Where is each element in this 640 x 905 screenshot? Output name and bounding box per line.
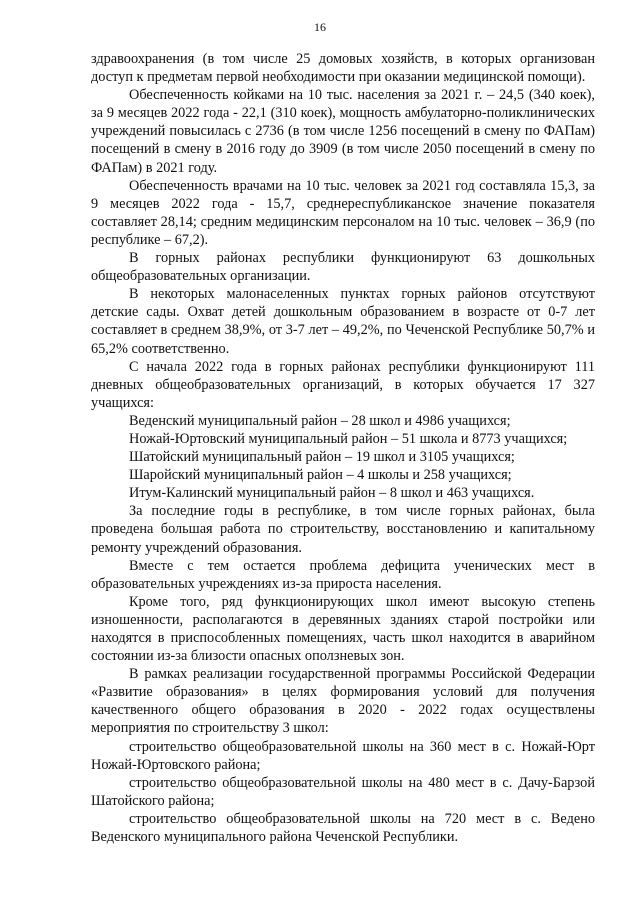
paragraph-construction-work: За последние годы в республике, в том числе горных районах, была проведена большая работа по строительству, восстановлению и капитальному ремонту учреждений образования. bbox=[91, 503, 595, 556]
paragraph-schools-count: С начала 2022 года в горных районах республики функционируют 111 дневных общеобразовательных организаций, в которых обучается 17 327 учащихся: bbox=[91, 358, 595, 411]
construction-list bbox=[91, 738, 595, 847]
paragraph-hospital-beds: Обеспеченность койками на 10 тыс. населения за 2021 г. – 24,5 (340 коек), за 9 месяцев 2022 года - 22,1 (310 коек), мощность амбулаторно-поликлинических учреждений повысилась с 2736 (в том числе 1256 посещений в смену по ФАПам) посещений в смену в 2016 году до 3909 (в том числе 2050 посещений в смену по ФАПам) в 2021 году. bbox=[91, 87, 595, 176]
construction-item-dachu-barzoi: строительство общеобразовательной школы на 480 мест в с. Дачу-Барзой Шатойского района; bbox=[91, 774, 595, 809]
district-item-vedeno: Веденский муниципальный район – 28 школ и 4986 учащихся; bbox=[129, 412, 511, 429]
district-item-sharoi: Шаройский муниципальный район – 4 школы и 258 учащихся; bbox=[129, 467, 512, 484]
district-item-nozhai-yurt: Ножай-Юртовский муниципальный район – 51 школа и 8773 учащихся; bbox=[129, 430, 568, 447]
paragraph-healthcare-continued: здравоохранения (в том числе 25 домовых хозяйств, в которых организован доступ к предметам первой необходимости при оказании медицинской помощи). bbox=[91, 51, 595, 86]
paragraph-kindergartens: В некоторых малонаселенных пунктах горных районов отсутствуют детские сады. Охват детей дошкольным образованием в возрасте от 0-7 лет составляет в среднем 38,9%, от 3-7 лет – 49,2%, по Чеченской Республике 50,7% и 65,2% соответственно. bbox=[91, 286, 595, 357]
document-body bbox=[91, 50, 595, 846]
district-item-itum-kali: Итум-Калинский муниципальный район – 8 школ и 463 учащихся. bbox=[129, 485, 535, 502]
paragraph-preschools: В горных районах республики функционируют 63 дошкольных общеобразовательных организации. bbox=[91, 250, 595, 285]
construction-item-vedeno: строительство общеобразовательной школы на 720 мест в с. Ведено Веденского муниципального района Чеченской Республики. bbox=[91, 810, 595, 846]
district-item-shatoi: Шатойский муниципальный район – 19 школ и 3105 учащихся; bbox=[129, 449, 515, 466]
construction-item-nozhai-yurt: строительство общеобразовательной школы на 360 мест в с. Ножай-Юрт Ножай-Юртовского района; bbox=[91, 738, 595, 773]
page-number: 16 bbox=[314, 20, 326, 34]
district-list bbox=[91, 412, 595, 502]
paragraph-state-program: В рамках реализации государственной программы Российской Федерации «Развитие образования» в целях формирования условий для получения качественного общего образования в 2020 - 2022 годах осуществлены мероприятия по строительству 3 школ: bbox=[91, 666, 595, 737]
paragraph-doctors: Обеспеченность врачами на 10 тыс. человек за 2021 год составляла 15,3, за 9 месяцев 2022 года - 15,7, среднереспубликанское значение показателя составляет 28,14; средним медицинским персоналом на 10 тыс. человек – 36,9 (по республике – 67,2). bbox=[91, 177, 595, 248]
paragraph-deficit: Вместе с тем остается проблема дефицита ученических мест в образовательных учреждениях из-за прироста населения. bbox=[91, 557, 595, 592]
paragraph-worn-schools: Кроме того, ряд функционирующих школ имеют высокую степень изношенности, располагаются в деревянных зданиях старой постройки или находятся в приспособленных помещениях, часть школ находится в аварийном состоянии из-за близости опасных оползневых зон. bbox=[91, 593, 595, 665]
